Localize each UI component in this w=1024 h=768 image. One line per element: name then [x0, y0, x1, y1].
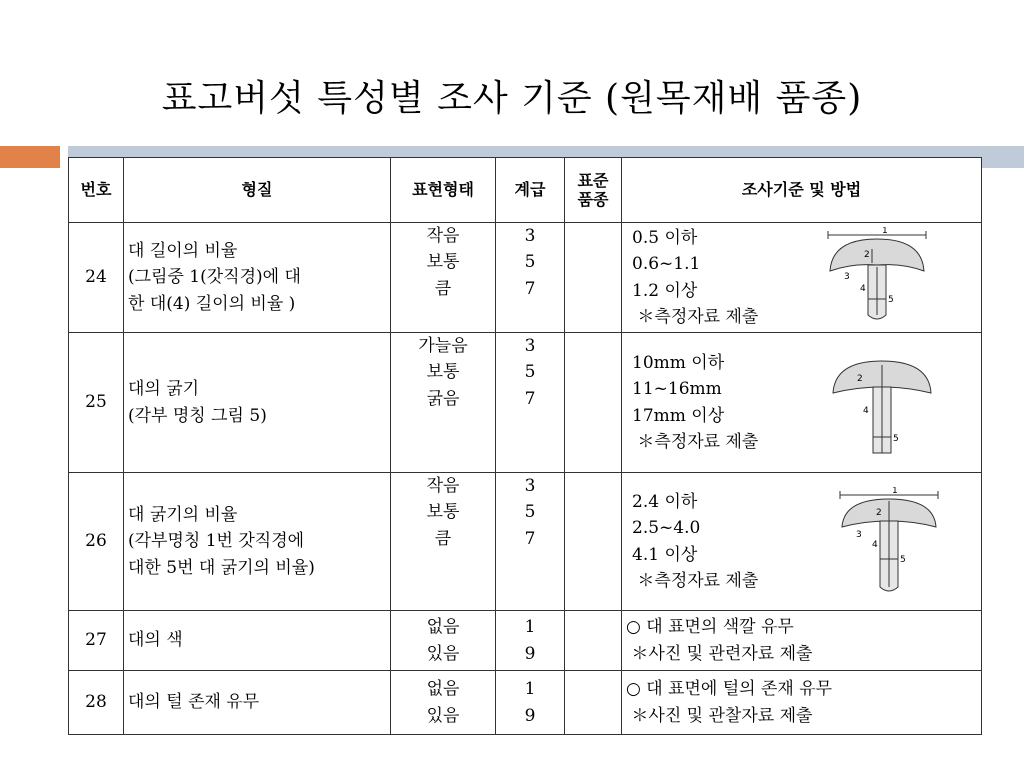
svg-text:2: 2 [876, 508, 882, 518]
header-method: 조사기준 및 방법 [622, 158, 982, 223]
svg-text:3: 3 [856, 530, 862, 540]
row-number: 28 [69, 671, 124, 735]
svg-text:4: 4 [863, 406, 869, 416]
row-trait: 대의 털 존재 유무 [124, 671, 391, 735]
row-method [622, 333, 982, 473]
row-number: 26 [69, 473, 124, 611]
row-method [622, 473, 982, 611]
accent-bar-orange [0, 146, 60, 168]
mushroom-diagram-icon [827, 353, 937, 463]
svg-text:2: 2 [857, 374, 863, 384]
svg-text:3: 3 [844, 272, 850, 282]
row-grades: 3 5 7 [496, 473, 565, 611]
row-trait: 대의 색 [124, 611, 391, 671]
row-method-text: 2.4 이하 2.5~4.0 4.1 이상 ＊측정자료 제출 [632, 491, 759, 591]
row-forms: 작음 보통 큼 [391, 473, 496, 611]
svg-text:4: 4 [860, 284, 866, 294]
row-forms: 가늘음 보통 굵음 [391, 333, 496, 473]
row-grades: 3 5 7 [496, 333, 565, 473]
page-title: 표고버섯 특성별 조사 기준 (원목재배 품종) [161, 78, 863, 119]
svg-text:5: 5 [900, 555, 906, 565]
header-trait: 형질 [124, 158, 391, 223]
svg-text:5: 5 [893, 434, 899, 444]
table-row [69, 333, 982, 473]
row-method-text: 10mm 이하 11~16mm 17mm 이상 ＊측정자료 제출 [632, 352, 759, 452]
table-row [69, 611, 982, 671]
row-number: 25 [69, 333, 124, 473]
row-standard-variety [565, 223, 622, 333]
row-forms: 없음 있음 [391, 671, 496, 735]
row-trait: 대 길이의 비율 (그림중 1(갓직경)에 대 한 대(4) 길이의 비율 ) [124, 223, 391, 333]
row-method-text: 0.5 이하 0.6~1.1 1.2 이상 ＊측정자료 제출 [632, 227, 759, 327]
row-number: 27 [69, 611, 124, 671]
header-grade: 계급 [496, 158, 565, 223]
diagram-label-1: 1 [882, 227, 888, 236]
row-trait: 대 굵기의 비율 (각부명칭 1번 갓직경에 대한 5번 대 굵기의 비율) [124, 473, 391, 611]
svg-text:4: 4 [872, 540, 878, 550]
row-method: ○ 대 표면에 털의 존재 유무 ＊사진 및 관찰자료 제출 [622, 671, 982, 735]
row-grades: 1 9 [496, 611, 565, 671]
row-standard-variety [565, 473, 622, 611]
row-grades: 3 5 7 [496, 223, 565, 333]
svg-text:5: 5 [888, 295, 894, 305]
table-row [69, 473, 982, 611]
row-trait: 대의 굵기 (각부 명칭 그림 5) [124, 333, 391, 473]
survey-criteria-table [68, 157, 982, 735]
mushroom-diagram-icon [834, 487, 944, 599]
row-forms: 없음 있음 [391, 611, 496, 671]
table-row [69, 671, 982, 735]
row-standard-variety [565, 611, 622, 671]
row-standard-variety [565, 333, 622, 473]
row-method [622, 223, 982, 333]
header-form: 표현형태 [391, 158, 496, 223]
row-standard-variety [565, 671, 622, 735]
mushroom-diagram-icon [822, 227, 932, 327]
svg-text:1: 1 [892, 487, 898, 496]
header-num: 번호 [69, 158, 124, 223]
row-method: ○ 대 표면의 색깔 유무 ＊사진 및 관련자료 제출 [622, 611, 982, 671]
row-number: 24 [69, 223, 124, 333]
table-header-row [69, 158, 982, 223]
row-grades: 1 9 [496, 671, 565, 735]
row-forms: 작음 보통 큼 [391, 223, 496, 333]
svg-text:2: 2 [864, 250, 870, 260]
table-row [69, 223, 982, 333]
header-standard-variety: 표준 품종 [565, 158, 622, 223]
